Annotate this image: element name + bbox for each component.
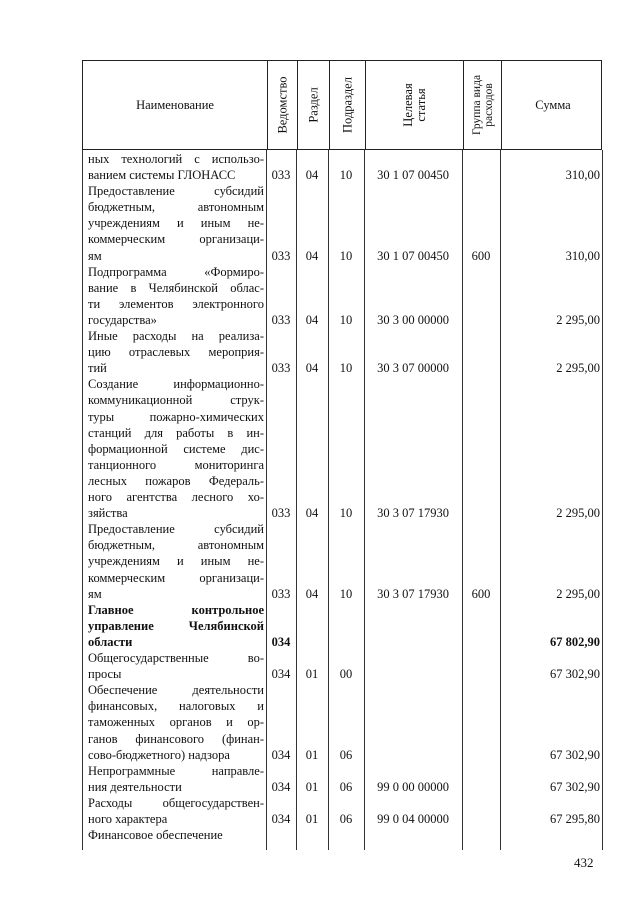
name-line: формационной системе дис- [88, 441, 264, 456]
table-row [82, 264, 602, 328]
cell-vedomstvo: 034 [271, 635, 291, 650]
cell-razdel: 04 [305, 361, 319, 376]
name-line: цию отраслевых мероприя- [88, 345, 264, 360]
name-line: коммуникационной струк- [88, 393, 264, 408]
cell-razdel: 01 [305, 747, 319, 762]
cell-summa: 310,00 [565, 168, 600, 183]
cell-summa: 310,00 [565, 248, 600, 263]
cell-summa: 2 295,00 [556, 586, 600, 601]
cell-summa: 2 295,00 [556, 506, 600, 521]
name-line: Предоставление субсидий [88, 184, 264, 199]
cell-razdel: 04 [305, 248, 319, 263]
cell-name [88, 521, 264, 601]
cell-podrazdel: 10 [339, 313, 353, 328]
header-name-cell [83, 61, 267, 149]
header-gruppa-cell [463, 61, 501, 149]
name-line: просы [88, 667, 122, 682]
cell-name [88, 264, 264, 328]
header-gruppa-line1: Группа вида [470, 74, 483, 136]
header-tselevaya [402, 83, 428, 126]
header-vedomstvo: Ведомство [275, 76, 289, 134]
name-line: вание в Челябинской облас- [88, 280, 264, 295]
cell-vedomstvo: 033 [271, 586, 291, 601]
cell-podrazdel: 10 [339, 586, 353, 601]
cell-razdel: 04 [305, 506, 319, 521]
cell-name [88, 602, 264, 650]
name-line: финансовых, налоговых и [88, 699, 264, 714]
cell-razdel: 01 [305, 812, 319, 827]
header-razdel: Раздел [306, 87, 320, 123]
table-row [82, 602, 602, 650]
table-row [82, 682, 602, 763]
name-line: Предоставление субсидий [88, 522, 264, 537]
cell-tselevaya: 99 0 04 00000 [377, 812, 449, 827]
name-line: Общегосударственные во- [88, 651, 264, 666]
name-line: коммерческим организаци- [88, 570, 264, 585]
name-line: танционного мониторинга [88, 457, 264, 472]
cell-podrazdel: 10 [339, 248, 353, 263]
header-gruppa [471, 75, 495, 135]
name-line: ям [88, 586, 102, 601]
name-line: ного характера [88, 812, 168, 827]
cell-tselevaya: 30 1 07 00450 [377, 168, 449, 183]
table-row [82, 650, 602, 682]
name-line: области [88, 634, 133, 649]
table-row [82, 763, 602, 795]
cell-tselevaya: 30 1 07 00450 [377, 248, 449, 263]
table-row [82, 376, 602, 521]
cell-tselevaya: 99 0 00 00000 [377, 779, 449, 794]
header-summa-cell [501, 61, 603, 149]
cell-vedomstvo: 033 [271, 313, 291, 328]
name-line: учреждениям и иным не- [88, 554, 264, 569]
cell-vedomstvo: 034 [271, 779, 291, 794]
cell-gruppa: 600 [471, 248, 491, 263]
cell-vedomstvo: 033 [271, 506, 291, 521]
name-line: Подпрограмма «Формиро- [88, 264, 264, 279]
cell-name [88, 795, 264, 827]
page-number: 432 [574, 855, 594, 870]
name-line: учреждениям и иным не- [88, 216, 264, 231]
cell-tselevaya: 30 3 07 17930 [377, 586, 449, 601]
cell-podrazdel: 06 [339, 812, 353, 827]
header-vedomstvo-cell [267, 61, 297, 149]
cell-razdel: 01 [305, 779, 319, 794]
name-line: ванием системы ГЛОНАСС [88, 168, 236, 183]
table-row [82, 151, 602, 183]
header-razdel-cell [297, 61, 329, 149]
col-line [602, 150, 603, 850]
cell-summa: 2 295,00 [556, 313, 600, 328]
cell-razdel: 04 [305, 586, 319, 601]
name-line: ния деятельности [88, 779, 182, 794]
cell-vedomstvo: 033 [271, 168, 291, 183]
cell-name [88, 682, 264, 762]
cell-podrazdel: 00 [339, 667, 353, 682]
cell-tselevaya: 30 3 07 00000 [377, 361, 449, 376]
table-row [82, 328, 602, 376]
header-tselevaya-line1: Целевая [400, 83, 415, 127]
header-name: Наименование [136, 98, 214, 112]
cell-vedomstvo: 034 [271, 812, 291, 827]
cell-tselevaya: 30 3 07 17930 [377, 506, 449, 521]
cell-name [88, 151, 264, 183]
name-line: Главное контрольное [88, 602, 264, 617]
name-line: Иные расходы на реализа- [88, 329, 264, 344]
name-line: Непрограммные направле- [88, 763, 264, 778]
cell-razdel: 04 [305, 313, 319, 328]
name-line: тий [88, 361, 107, 376]
table-row [82, 521, 602, 602]
cell-gruppa: 600 [471, 586, 491, 601]
name-line: сово-бюджетного) надзора [88, 747, 230, 762]
table-body [82, 150, 602, 850]
header-tselevaya-cell [365, 61, 463, 149]
cell-summa: 67 295,80 [550, 812, 600, 827]
name-line: лесных пожаров Федераль- [88, 473, 264, 488]
name-line: ганов финансового (финан- [88, 731, 264, 746]
cell-summa: 67 302,90 [550, 667, 600, 682]
cell-podrazdel: 10 [339, 361, 353, 376]
cell-vedomstvo: 034 [271, 667, 291, 682]
table-row [82, 827, 602, 843]
header-podrazdel: Подраздел [340, 77, 354, 133]
cell-vedomstvo: 033 [271, 248, 291, 263]
name-line: Расходы общегосударствен- [88, 796, 264, 810]
cell-podrazdel: 06 [339, 747, 353, 762]
name-line: ных технологий с использо- [88, 152, 264, 166]
cell-summa: 2 295,00 [556, 361, 600, 376]
cell-summa: 67 802,90 [550, 635, 600, 650]
table-row [82, 795, 602, 827]
cell-name [88, 376, 264, 521]
cell-summa: 67 302,90 [550, 747, 600, 762]
table-row [82, 183, 602, 264]
table-header [82, 60, 602, 150]
cell-name [88, 183, 264, 263]
name-line: государства» [88, 312, 157, 327]
cell-podrazdel: 10 [339, 168, 353, 183]
cell-tselevaya: 30 3 00 00000 [377, 313, 449, 328]
cell-razdel: 01 [305, 667, 319, 682]
cell-razdel: 04 [305, 168, 319, 183]
header-summa: Сумма [535, 98, 571, 112]
name-line: таможенных органов и ор- [88, 715, 264, 730]
name-line: бюджетным, автономным [88, 538, 264, 553]
header-podrazdel-cell [329, 61, 365, 149]
name-line: Финансовое обеспечение [88, 828, 223, 843]
name-line: ного агентства лесного хо- [88, 490, 264, 505]
name-line: Создание информационно- [88, 377, 264, 392]
name-line: управление Челябинской [88, 618, 264, 633]
name-line: ям [88, 248, 102, 263]
name-line: коммерческим организаци- [88, 232, 264, 247]
cell-podrazdel: 06 [339, 779, 353, 794]
name-line: Обеспечение деятельности [88, 683, 264, 698]
cell-name [88, 650, 264, 682]
name-line: зяйства [88, 506, 128, 521]
header-gruppa-line2: расходов [482, 83, 495, 127]
name-line: станций для работы в ин- [88, 425, 264, 440]
name-line: туры пожарно-химических [88, 409, 264, 424]
name-line: бюджетным, автономным [88, 200, 264, 215]
name-line: ти элементов электронного [88, 296, 264, 311]
cell-name [88, 827, 264, 843]
cell-name [88, 763, 264, 795]
cell-name [88, 328, 264, 376]
cell-summa: 67 302,90 [550, 779, 600, 794]
cell-vedomstvo: 034 [271, 747, 291, 762]
header-tselevaya-line2: статья [413, 88, 428, 122]
cell-podrazdel: 10 [339, 506, 353, 521]
cell-vedomstvo: 033 [271, 361, 291, 376]
